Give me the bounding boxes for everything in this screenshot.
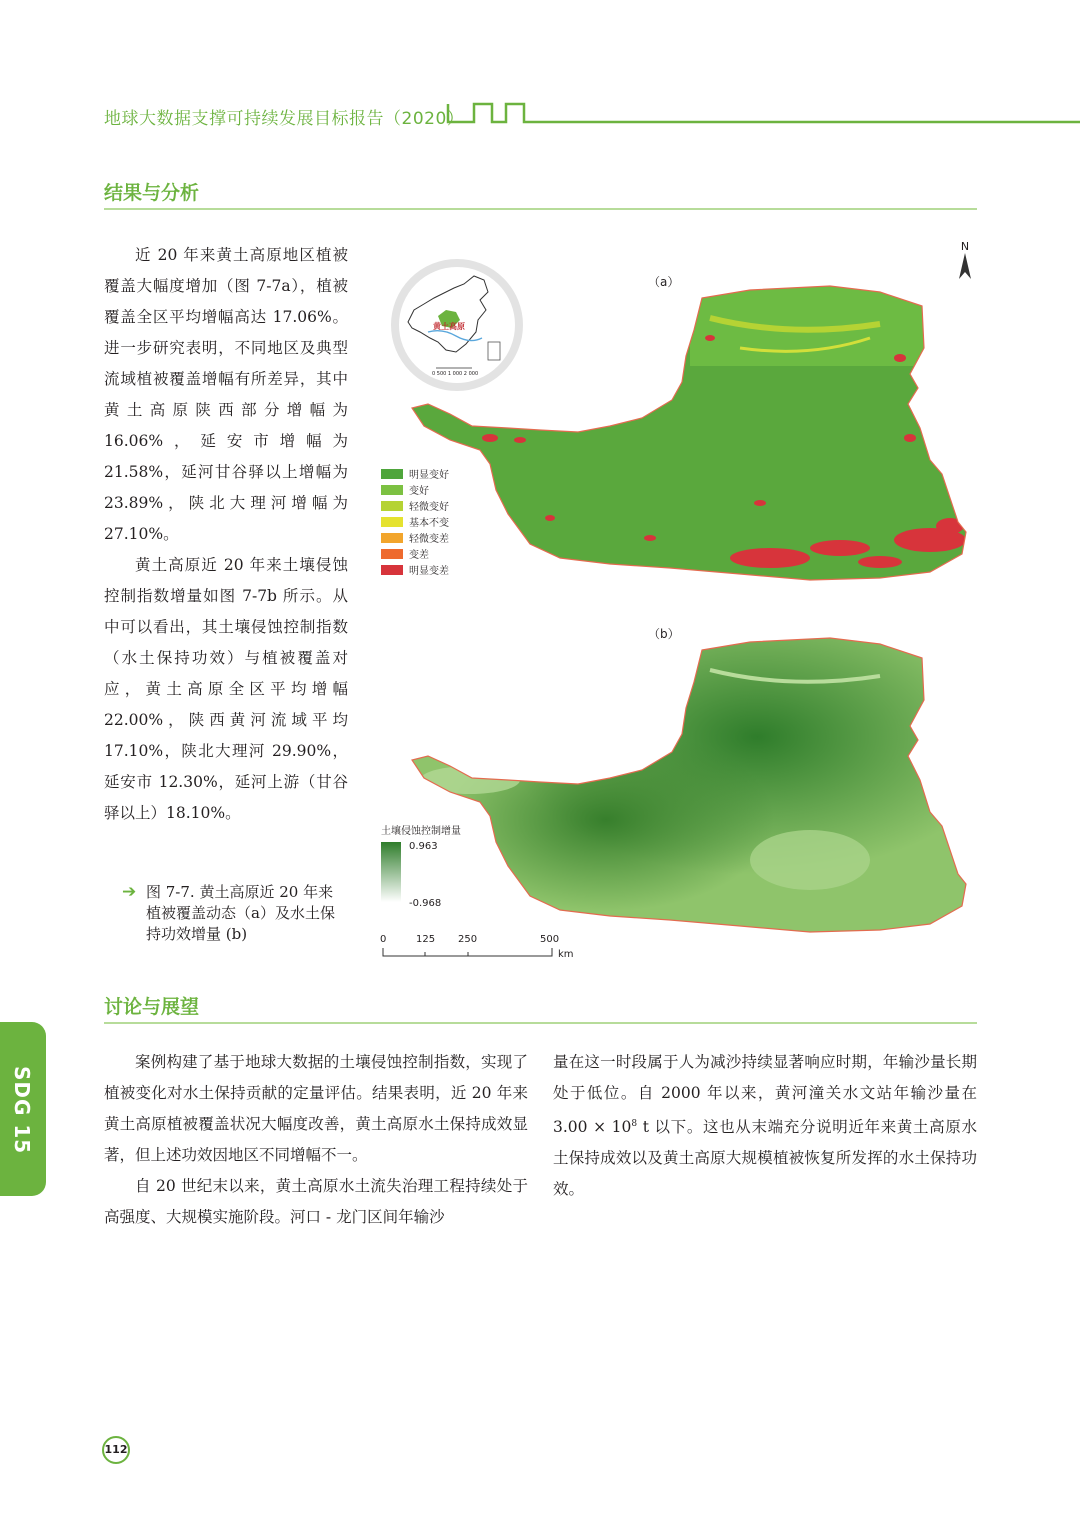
- north-arrow-icon: [958, 253, 972, 279]
- caption-text: 图 7-7. 黄土高原近 20 年来植被覆盖动态（a）及水土保持功效增量 (b): [146, 883, 335, 943]
- map-erosion-control-increment: [410, 630, 970, 936]
- legend-item: [381, 562, 449, 577]
- section-divider: [104, 208, 977, 210]
- header-decoration: [446, 100, 1080, 126]
- discussion-text: 量在这一时段属于人为减沙持续显著响应时期，年输沙量长期处于低位。自 2000 年以来，黄河潼关水文站年输沙量在 3.00 × 10: [553, 1053, 977, 1137]
- results-paragraph: 近 20 年来黄土高原地区植被覆盖大幅度增加（图 7-7a），植被覆盖全区平均增幅高达 17.06%。进一步研究表明，不同地区及典型流域植被覆盖增幅有所差异，其中黄土高原陕西部分增幅为 16.06%，延安市增幅为 21.58%，延河甘谷驿以上增幅为 23.89%，陕北大理河增幅为 27.10%。: [104, 246, 348, 543]
- scale-tick: 250: [458, 934, 478, 945]
- sdg-side-tab: [0, 1022, 46, 1196]
- legend-swatch: [381, 549, 403, 559]
- legend-label: 轻微变差: [409, 534, 449, 545]
- legend-label: 变好: [409, 486, 429, 497]
- discussion-paragraph: 案例构建了基于地球大数据的土壤侵蚀控制指数，实现了植被变化对水土保持贡献的定量评估。结果表明，近 20 年来黄土高原植被覆盖状况大幅度改善，黄土高原水土保持成效显著，但上述功效因地区不同增幅不一。: [104, 1053, 528, 1164]
- legend-b-max: 0.963: [409, 841, 438, 852]
- scale-tick: 125: [416, 934, 436, 945]
- legend-item: [381, 530, 449, 545]
- legend-swatch: [381, 469, 403, 479]
- legend-label: 基本不变: [409, 518, 449, 529]
- section-title-results: 结果与分析: [104, 182, 200, 204]
- exponent: 8: [631, 1119, 638, 1129]
- arrow-right-icon: ➔: [122, 882, 137, 902]
- legend-b-gradient: [381, 842, 401, 902]
- legend-label: 轻微变好: [409, 502, 449, 513]
- panel-b-label: （b）: [648, 627, 680, 641]
- legend-item: [381, 514, 449, 529]
- legend-b-title: 土壤侵蚀控制增量: [381, 826, 461, 837]
- legend-swatch: [381, 501, 403, 511]
- legend-label: 明显变差: [409, 566, 449, 577]
- legend-swatch: [381, 517, 403, 527]
- legend-item: [381, 466, 449, 481]
- legend-label: 变差: [409, 550, 429, 561]
- legend-label: 明显变好: [409, 470, 449, 481]
- discussion-paragraph: 自 20 世纪末以来，黄土高原水土流失治理工程持续处于高强度、大规模实施阶段。河口 - 龙门区间年输沙: [104, 1177, 528, 1226]
- discussion-column-2: [553, 1047, 977, 1205]
- scale-bar: [378, 934, 578, 960]
- north-label: N: [960, 240, 970, 253]
- discussion-column-1: [104, 1047, 528, 1233]
- section-title-discussion: 讨论与展望: [104, 996, 200, 1018]
- legend-b-min: -0.968: [409, 898, 442, 909]
- panel-a-label: （a）: [648, 275, 680, 289]
- north-arrow: [958, 240, 972, 283]
- results-text: [104, 240, 348, 829]
- inset-label: 黄土高原: [433, 322, 465, 331]
- scale-tick: 500: [540, 934, 560, 945]
- legend-a: [381, 466, 501, 582]
- legend-item: [381, 498, 449, 513]
- sdg-tab-label: SDG 15: [10, 1066, 34, 1155]
- scale-tick: 0: [380, 934, 387, 945]
- legend-item: [381, 546, 429, 561]
- discussion-text: t 以下。这也从末端充分说明近年来黄土高原水土保持成效以及黄土高原大规模植被恢复所发挥的水土保持功效。: [553, 1118, 977, 1199]
- scale-unit: km: [558, 949, 574, 960]
- legend-swatch: [381, 565, 403, 575]
- inset-scale: 0 500 1 000 2 000: [432, 371, 479, 377]
- results-paragraph: 黄土高原近 20 年来土壤侵蚀控制指数增量如图 7-7b 所示。从中可以看出，其土壤侵蚀控制指数（水土保持功效）与植被覆盖对应，黄土高原全区平均增幅 22.00%，陕西黄河流域平均 17.10%，陕北大理河 29.90%，延安市 12.30%，延河上游（甘谷驿以上）18.10%。: [104, 556, 348, 822]
- figure-caption: [122, 882, 344, 945]
- legend-item: [381, 482, 429, 497]
- legend-swatch: [381, 485, 403, 495]
- scale-line: [382, 946, 554, 958]
- legend-swatch: [381, 533, 403, 543]
- report-title: 地球大数据支撑可持续发展目标报告（2020）: [104, 109, 465, 129]
- page-number: 112: [102, 1436, 130, 1464]
- section-divider: [104, 1022, 977, 1024]
